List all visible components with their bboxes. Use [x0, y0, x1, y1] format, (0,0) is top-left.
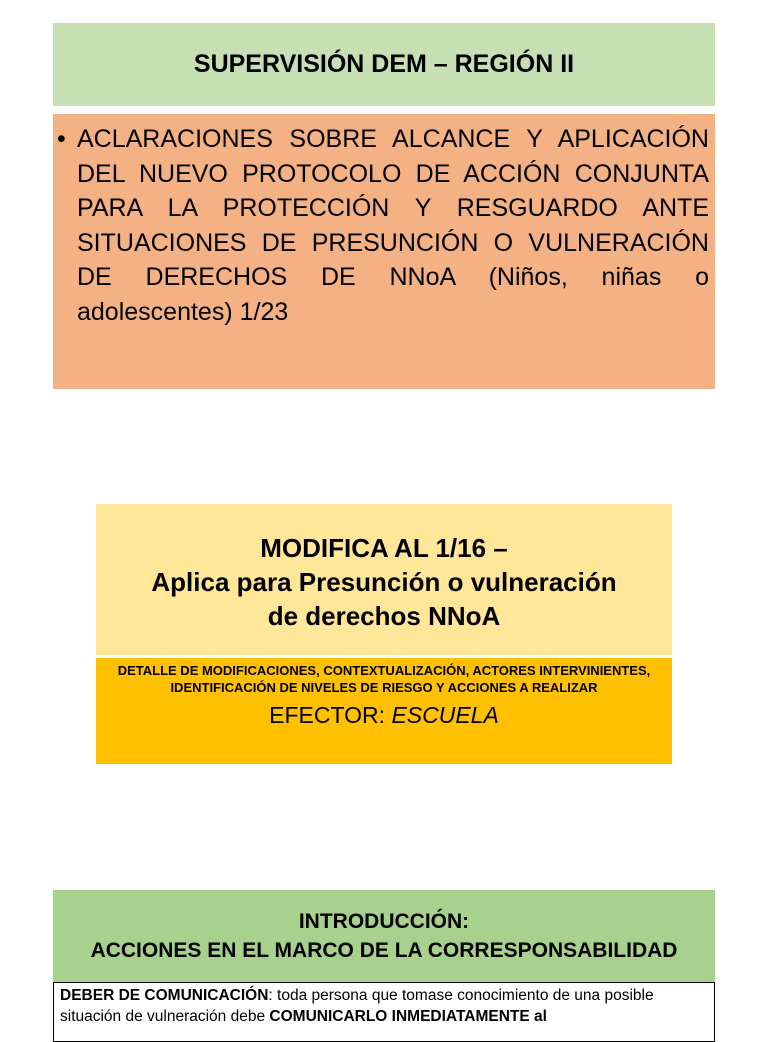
bullet-dot-icon: • [57, 125, 66, 153]
deber-text: toda persona que tomase conocimiento de una posible situación de vulneración debe [60, 987, 654, 1025]
detail-text: DETALLE DE MODIFICACIONES, CONTEXTUALIZACIÓN, ACTORES INTERVINIENTES, IDENTIFICACIÓN DE NIVELES DE RIESGO Y ACCIONES A REALIZAR [117, 663, 651, 695]
slide2-heading-line3: de derechos NNoA [267, 600, 501, 631]
slide2-detail [96, 658, 672, 764]
efector-line [96, 702, 672, 729]
efector-label: EFECTOR: [269, 702, 392, 728]
slide3-heading-line2: ACCIONES EN EL MARCO DE LA CORRESPONSABILIDAD [90, 939, 678, 962]
slide3-heading-line1: INTRODUCCIÓN: [298, 910, 470, 933]
deber-colon: : [268, 987, 273, 1004]
efector-value: ESCUELA [391, 702, 499, 728]
bullet-item [57, 122, 709, 329]
slide1-title-text: SUPERVISIÓN DEM – REGIÓN II [193, 50, 575, 78]
slide2-heading-line2: Aplica para Presunción o vulneración [151, 566, 617, 597]
deber-label: DEBER DE COMUNICACIÓN [60, 987, 269, 1004]
slide1-body [53, 114, 715, 389]
slide2-heading-line1: MODIFICA AL 1/16 – [260, 532, 508, 563]
bullet-text: ACLARACIONES SOBRE ALCANCE Y APLICACIÓN DEL NUEVO PROTOCOLO DE ACCIÓN CONJUNTA PARA LA PROTECCIÓN Y RESGUARDO ANTE SITUACIONES DE PRESUNCIÓN O VULNERACIÓN DE DERECHOS DE NNoA (Niños, niñas o adolescentes) 1/23 [77, 125, 709, 326]
slide3-deber [53, 982, 715, 1042]
deber-emphasis: COMUNICARLO INMEDIATAMENTE al [269, 1008, 547, 1025]
slide2-heading [96, 504, 672, 655]
slide3-heading [53, 890, 715, 982]
slide1-title [53, 23, 715, 106]
